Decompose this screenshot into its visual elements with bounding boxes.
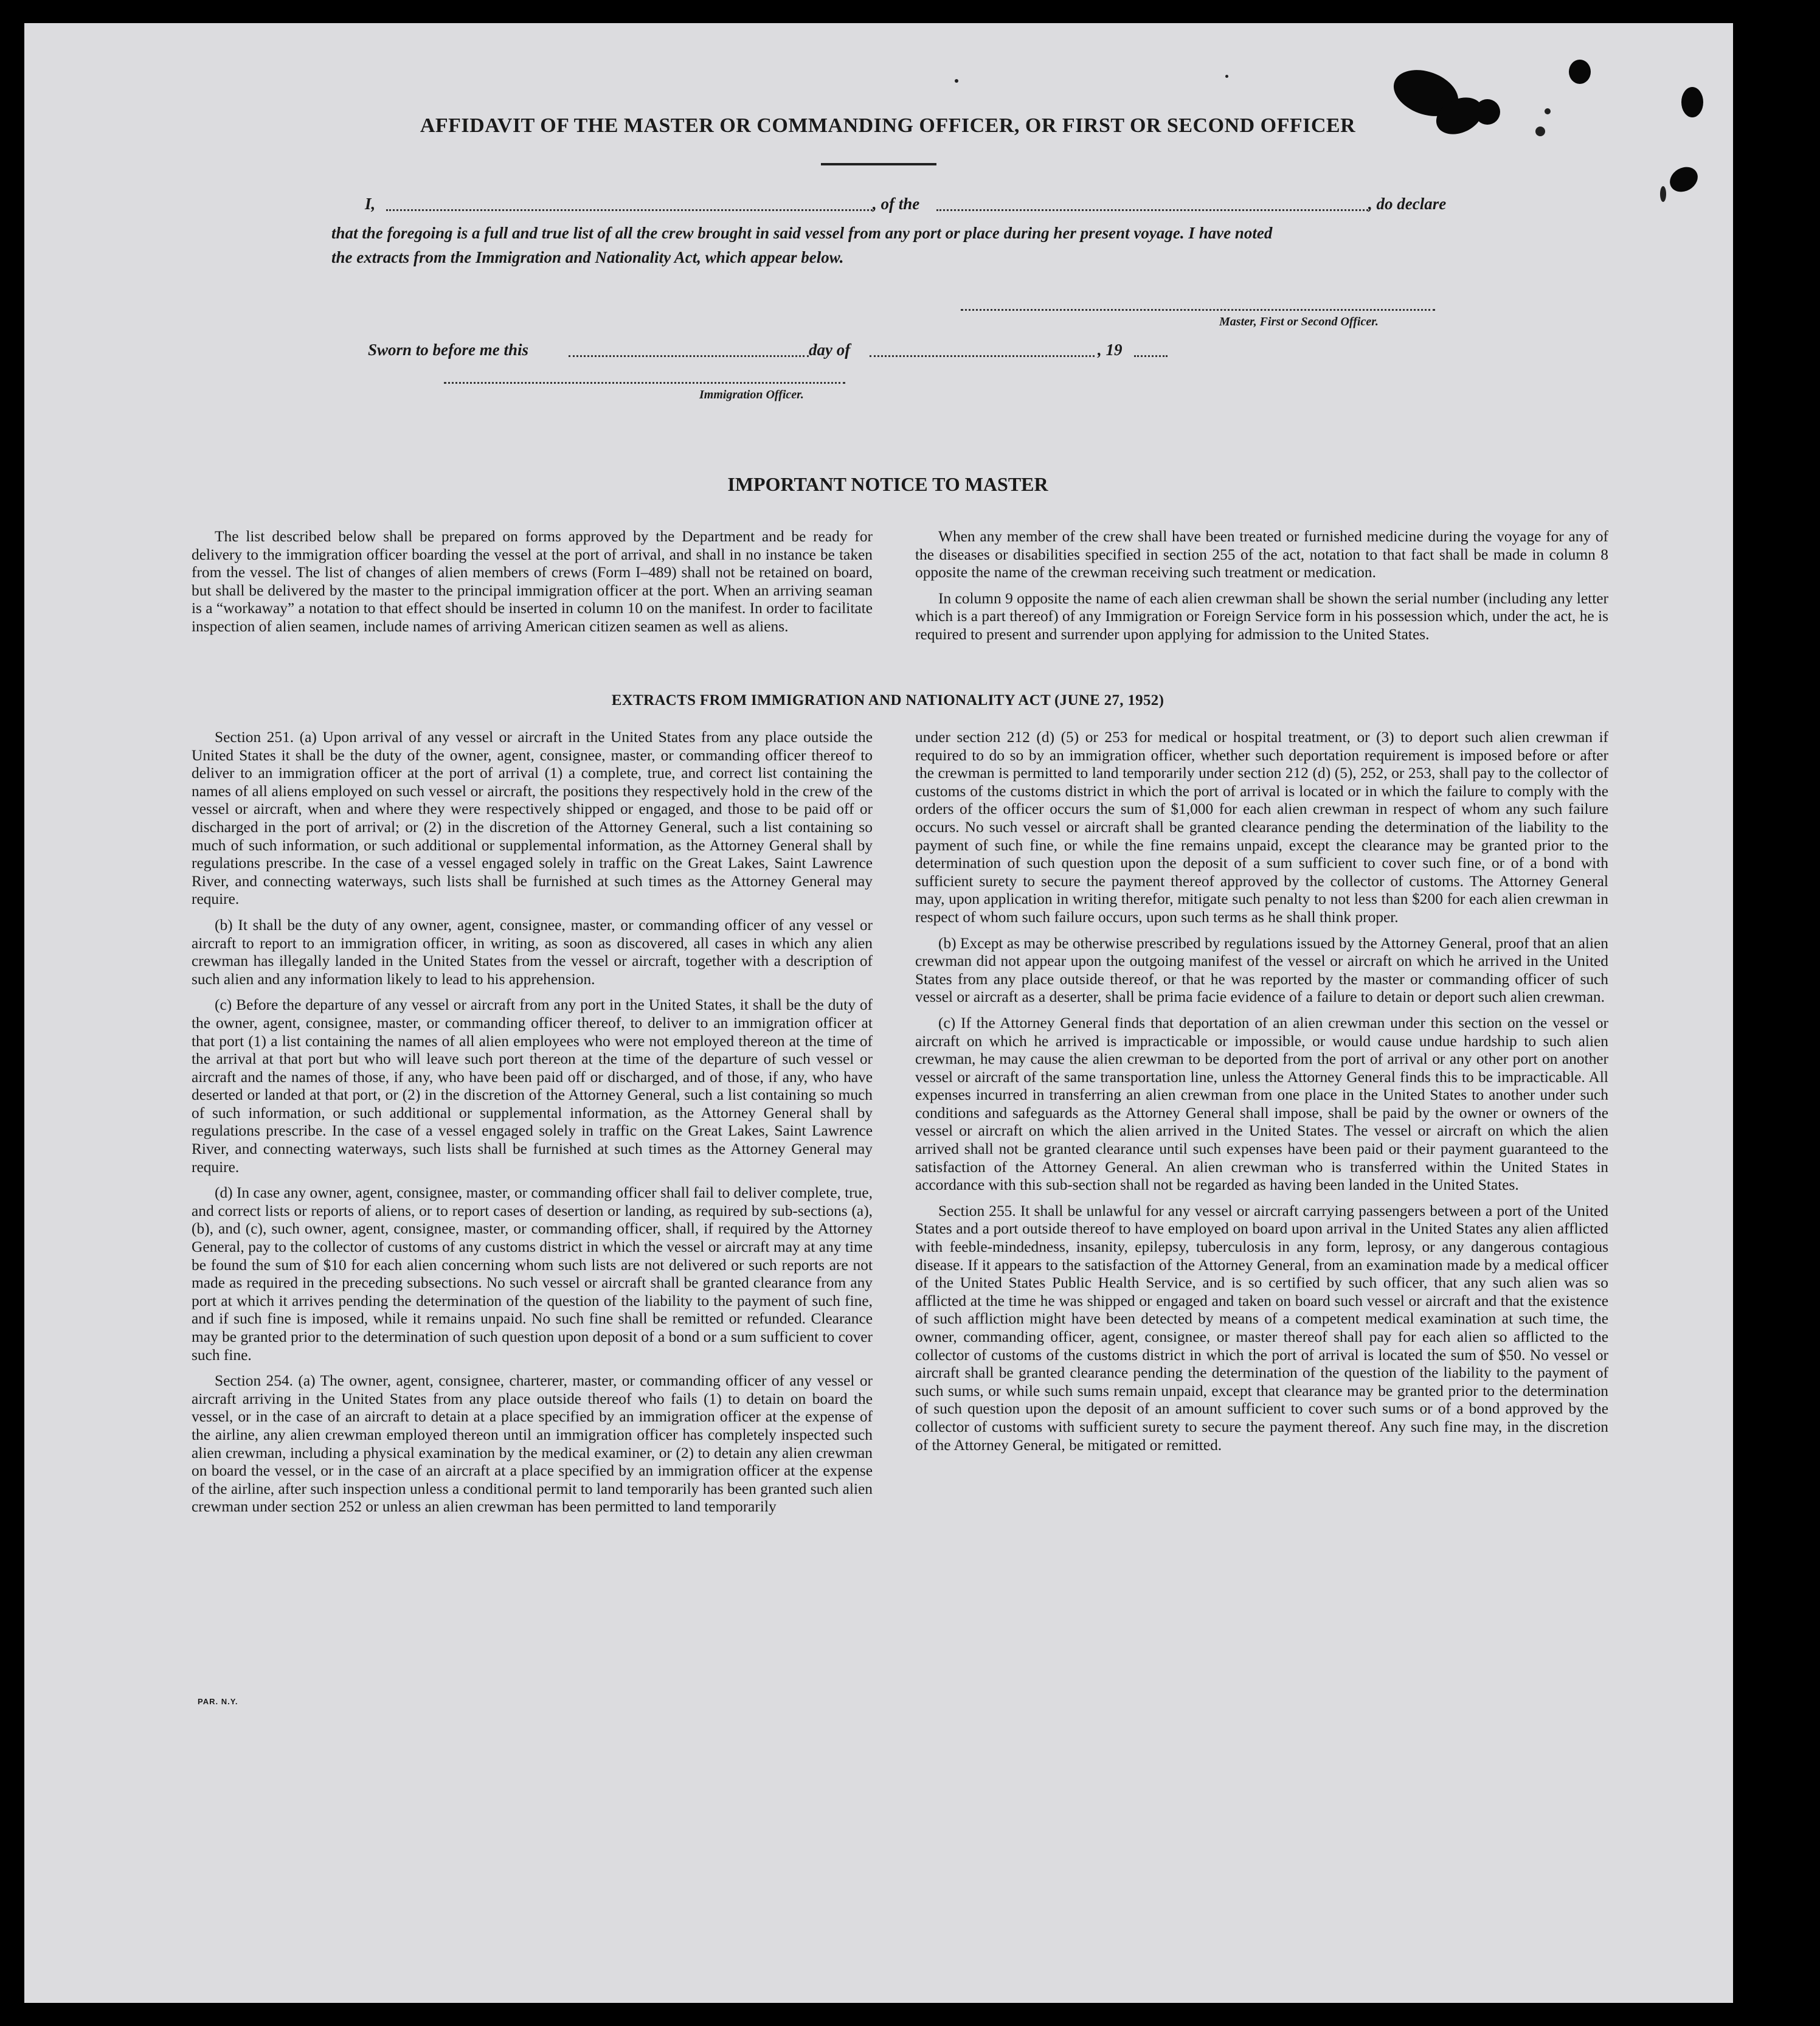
ink-blot	[1681, 87, 1703, 117]
extract-paragraph: Section 251. (a) Upon arrival of any vessel or aircraft in the United States from any place outside the United States it shall be the duty of the owner, agent, consignee, master, or commanding officer thereof to deliver to an immigration officer at the port of arrival (1) a complete, true, and correct list containing the names of all aliens employed on such vessel or aircraft, the positions they respectively hold in the crew of the vessel or aircraft, when and where they were respectively shipped or engaged, and those to be paid off or discharged in the port of arrival; or (2) in the discretion of the Attorney General, such a list containing so much of such information, or such additional or supplemental information, as the Attorney General shall by regulations prescribe. In the case of a vessel engaged solely in traffic on the Great Lakes, Saint Lawrence River, and connecting waterways, such lists shall be furnished at such times as the Attorney General may require.	[192, 729, 873, 908]
sworn-label: Sworn to before me this	[368, 341, 529, 359]
notice-paragraph: The list described below shall be prepared on forms approved by the Department and be ready for delivery to the immigration officer boarding the vessel at the port of arrival, and shall in no instance be taken from the vessel. The list of changes of alien members of crews (Form I–489) shall not be retained on board, but shall be delivered by the master to the principal immigration officer at the port. When an arriving seaman is a “workaway” a notation to that effect should be inserted in column 10 on the manifest. In order to facilitate inspection of alien seamen, include names of arriving American citizen seamen as well as aliens.	[192, 528, 873, 635]
extract-paragraph: Section 254. (a) The owner, agent, consignee, charterer, master, or commanding officer of any vessel or aircraft arriving in the United States from any place outside thereof who fails (1) to detain on board the vessel, or in the case of an aircraft to detain at a place specified by an immigration officer at the expense of the airline, any alien crewman employed thereon until an immigration officer has completely inspected such alien crewman, including a physical examination by the medical examiner, or (2) to detain any alien crewman on board the vessel, or in the case of an aircraft at a place specified by an immigration officer at the expense of the airline, after such inspection unless a conditional permit to land temporarily has been granted such alien crewman under section 252 or unless an alien crewman has been permitted to land temporarily	[192, 1372, 873, 1516]
extract-paragraph: (c) Before the departure of any vessel or aircraft from any port in the United States, it shall be the duty of the owner, agent, consignee, master, or commanding officer thereof, to deliver to an immigration officer at that port (1) a list containing the names of all alien employees who were not employed thereon at the time of the arrival at that port but who will leave such port thereon at the time of the departure of such vessel or aircraft and the names of those, if any, who have been paid off or discharged, and of those, if any, who have deserted or landed at that port, or (2) in the discretion of the Attorney General, such a list containing so much of such information, or such additional or supplemental information, as the Attorney General shall by regulations prescribe. In the case of a vessel engaged solely in traffic on the Great Lakes, Saint Lawrence River, and connecting waterways, such lists shall be furnished at such times as the Attorney General may require.	[192, 996, 873, 1176]
sworn-year-line	[1134, 355, 1168, 357]
extract-paragraph: under section 212 (d) (5) or 253 for medical or hospital treatment, or (3) to deport such alien crewman if required to do so by an immigration officer, whether such deportation requirement is imposed before or after the crewman is permitted to land temporarily under section 212 (d) (5), 252, or 253, shall pay to the collector of customs of the customs district in which the port of arrival is located or in which the failure to comply with the orders of the officer occurs the sum of $1,000 for each alien crewman in respect of whom any such failure occurs. No such vessel or aircraft shall be granted clearance pending the determination of the liability to the payment of such fine, or while the fine remains unpaid, except the clearance may be granted prior to the determination of such question upon the deposit of a sum sufficient to cover such fine, or of a bond with sufficient surety to secure the payment thereof approved by the collector of customs. The Attorney General may, upon application in writing therefor, mitigate such penalty to not less than $200 for each alien crewman in respect of whom such failure occurs, upon such terms as he shall think proper.	[915, 729, 1608, 926]
do-declare-label: , do declare	[1368, 195, 1447, 213]
declarant-name-line	[386, 209, 873, 211]
speck	[1545, 108, 1551, 114]
notice-left-column	[192, 528, 873, 644]
affidavit-line-3: the extracts from the Immigration and Nationality Act, which appear below.	[331, 248, 844, 266]
ink-blot	[1569, 60, 1591, 84]
sworn-day-line	[569, 355, 809, 357]
title-rule	[821, 163, 936, 165]
notice-title: IMPORTANT NOTICE TO MASTER	[727, 473, 1048, 495]
extract-paragraph: (b) It shall be the duty of any owner, agent, consignee, master, or commanding officer of any vessel or aircraft to report to an immigration officer, in writing, as soon as discovered, all cases in which any alien crewman has illegally landed in the United States from the vessel or aircraft, together with a description of such alien and any information likely to lead to his apprehension.	[192, 916, 873, 988]
notice-right-column	[915, 528, 1608, 652]
affidavit-title: AFFIDAVIT OF THE MASTER OR COMMANDING OFFICER, OR FIRST OR SECOND OFFICER	[420, 114, 1356, 137]
year-label: , 19	[1098, 341, 1123, 359]
extracts-left-column	[192, 729, 873, 1524]
speck	[1660, 186, 1666, 202]
document-page	[24, 23, 1733, 2003]
extract-paragraph: Section 255. It shall be unlawful for any vessel or aircraft carrying passengers between a port of the United States and a port outside thereof to have employed on board upon arrival in the United States any alien afflicted with feeble-mindedness, insanity, epilepsy, tuberculosis in any form, leprosy, or any dangerous contagious disease. If it appears to the satisfaction of the Attorney General, from an examination made by a medical officer of the United States Public Health Service, and is so certified by such officer, that any such alien was so afflicted at the time he was shipped or engaged and taken on board such vessel or aircraft and that the existence of such affliction might have been detected by means of a competent medical examination at such time, the owner, commanding officer, agent, consignee, or master thereof shall pay for each alien so afflicted to the collector of customs of the customs district in which the port of arrival is located the sum of $50. No vessel or aircraft shall be granted clearance pending the determination of the question of the liability to the payment of such sums, or while such sums remain unpaid, except that clearance may be granted prior to the determination of such question upon the deposit of an amount sufficient to cover such sums or of a bond approved by the collector of customs with sufficient surety to secure the payment thereof. Any such fine may, in the discretion of the Attorney General, be mitigated or remitted.	[915, 1202, 1608, 1454]
speck	[1225, 75, 1228, 78]
vessel-name-line	[936, 209, 1368, 211]
extracts-title: EXTRACTS FROM IMMIGRATION AND NATIONALITY ACT (JUNE 27, 1952)	[611, 692, 1164, 709]
day-of-label: day of	[809, 341, 851, 359]
extract-paragraph: (b) Except as may be otherwise prescribed by regulations issued by the Attorney General, proof that an alien crewman did not appear upon the outgoing manifest of the vessel or aircraft on which he arrived in the United States from any place outside thereof, or that he was reported by the master or commanding officer of such vessel or aircraft as a deserter, shall be prima facie evidence of a failure to detain or deport such alien crewman.	[915, 934, 1608, 1006]
of-the-label: , of the	[873, 195, 920, 213]
extract-paragraph: (c) If the Attorney General finds that deportation of an alien crewman under this section on the vessel or aircraft on which he arrived is impracticable or impossible, or would cause undue hardship to such alien crewman, he may cause the alien crewman to be deported from the port of arrival or any other port on another vessel or aircraft of the same transportation line, unless the Attorney General finds this to be impracticable. All expenses incurred in transferring an alien crewman from one place in the United States to another under such conditions and safeguards as the Attorney General shall impose, shall be paid by the owner or owners of the vessel or aircraft on which the alien arrived in the United States. The vessel or aircraft on which the alien arrived shall not be granted clearance until such expenses have been paid or their payment guaranteed to the satisfaction of the Attorney General. An alien crewman who is transferred within the United States in accordance with this sub-section shall not be regarded as having been landed in the United States.	[915, 1014, 1608, 1194]
officer-signature-label: Immigration Officer.	[699, 388, 804, 401]
master-signature-label: Master, First or Second Officer.	[1219, 315, 1379, 328]
affidavit-line-2: that the foregoing is a full and true list of all the crew brought in said vessel from any port or place during her present voyage. I have noted	[331, 224, 1273, 242]
notice-paragraph: When any member of the crew shall have been treated or furnished medicine during the voyage for any of the diseases or disabilities specified in section 255 of the act, notation to that fact shall be made in column 8 opposite the name of the crewman receiving such treatment or medication.	[915, 528, 1608, 581]
extract-paragraph: (d) In case any owner, agent, consignee, master, or commanding officer shall fail to deliver complete, true, and correct lists or reports of aliens, or to report cases of desertion or landing, as required by sub-sections (a), (b), and (c), such owner, agent, consignee, master, or commanding officer, shall, if required by the Attorney General, pay to the collector of customs of any customs district in which the vessel or aircraft may at any time be found the sum of $10 for each alien concerning whom such lists are not delivered or such reports are not made as required in the preceding subsections. No such vessel or aircraft shall be granted clearance from any port at which it arrives pending the determination of the question of the liability to the payment of such fine, and if such fine is imposed, while it remains unpaid. No such fine shall be remitted or refunded. Clearance may be granted prior to the determination of such question upon deposit of a bond or a sum sufficient to cover such fine.	[192, 1184, 873, 1364]
printer-mark: PAR. N.Y.	[198, 1697, 238, 1706]
sworn-month-line	[870, 355, 1095, 357]
master-signature-line	[961, 309, 1435, 311]
speck	[955, 79, 958, 83]
officer-signature-line	[444, 382, 845, 384]
declarant-label: I,	[365, 195, 376, 213]
ink-blot	[1666, 162, 1703, 197]
extracts-right-column	[915, 729, 1608, 1462]
notice-paragraph: In column 9 opposite the name of each alien crewman shall be shown the serial number (including any letter which is a part thereof) of any Immigration or Foreign Service form in his possession which, under the act, he is required to present and surrender upon applying for admission to the United States.	[915, 589, 1608, 643]
